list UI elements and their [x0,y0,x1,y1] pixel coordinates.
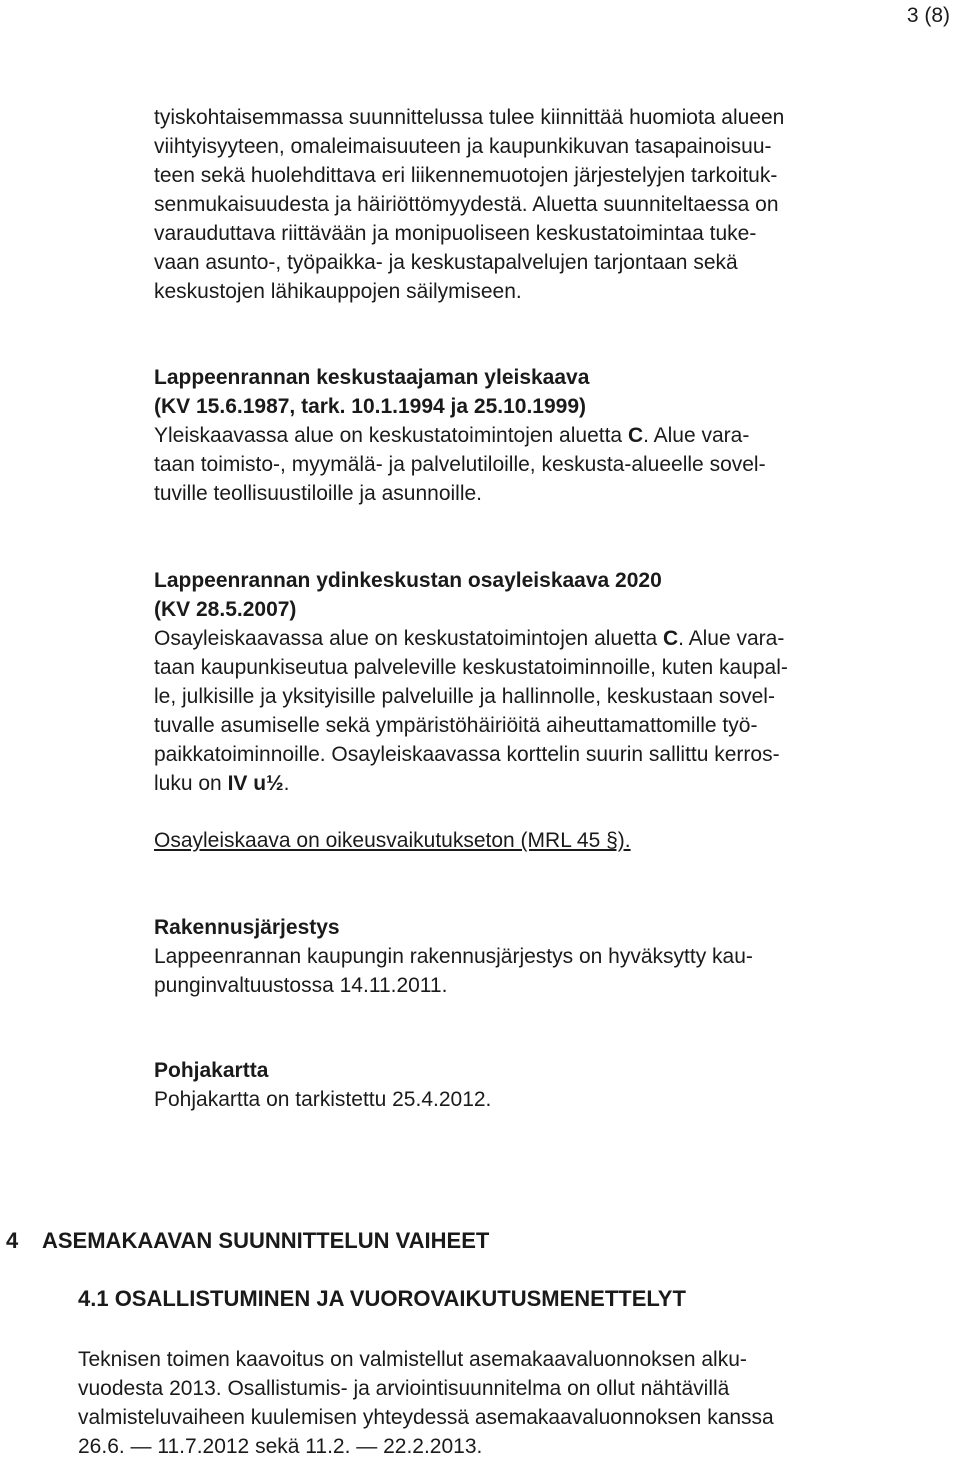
text-line: punginvaltuustossa 14.11.2011. [154,974,448,997]
text-line: taan kaupunkiseutua palveleville keskustatoiminnoille, kuten kaupal- [154,656,788,679]
text-fragment: Yleiskaavassa alue on keskustatoimintojen aluetta [154,424,628,447]
section-number: 4 [6,1228,19,1253]
text-line: vuodesta 2013. Osallistumis- ja arviointisuunnitelma on ollut nähtävillä [78,1377,730,1400]
floor-count-value: IV u½ [227,772,284,795]
text-fragment: . Alue vara- [678,627,785,650]
section41-paragraph [78,1345,938,1461]
text-line: valmisteluvaiheen kuulemisen yhteydessä asemakaavaluonnoksen kanssa [78,1406,774,1429]
text-line: le, julkisille ja yksityisille palveluille ja hallinnolle, keskustaan sovel- [154,685,775,708]
text-line: senmukaisuudesta ja häiriöttömyydestä. Aluetta suunniteltaessa on [154,193,779,216]
text-line [154,421,914,450]
section-heading [6,1228,489,1254]
text-fragment: . Alue vara- [643,424,750,447]
text-line: varauduttava riittävään ja monipuoliseen keskustatoimintaa tuke- [154,222,757,245]
text-line: tuville teollisuustiloille ja asunnoille. [154,482,483,505]
text-line: 26.6. — 11.7.2012 sekä 11.2. — 22.2.2013. [78,1435,483,1458]
section-subtitle: (KV 15.6.1987, tark. 10.1.1994 ja 25.10.1999) [154,395,586,418]
section-title: Lappeenrannan keskustaajaman yleiskaava [154,366,590,389]
text-line: tuvalle asumiselle sekä ympäristöhäiriöitä aiheuttamattomille työ- [154,714,758,737]
text-line [154,769,914,798]
text-line: viihtyisyyteen, omaleimaisuuteen ja kaupunkikuvan tasapainoisuu- [154,135,772,158]
zone-code: C [627,424,644,447]
legal-note-text: Osayleiskaava on oikeusvaikutukseton (MRL 45 §). [154,829,631,852]
text-fragment: luku on [154,772,228,795]
text-line: vaan asunto-, työpaikka- ja keskustapalvelujen tarjontaan sekä [154,251,738,274]
rakennusjarjestys-section [154,913,914,1000]
text-fragment: Osayleiskaavassa alue on keskustatoimintojen aluetta [154,627,663,650]
subsection-heading: 4.1 OSALLISTUMINEN JA VUOROVAIKUTUSMENETTELYT [78,1286,686,1311]
text-line: keskustojen lähikauppojen säilymiseen. [154,280,522,303]
text-line: Teknisen toimen kaavoitus on valmistellut asemakaavaluonnoksen alku- [78,1348,747,1371]
text-line: paikkatoiminnoille. Osayleiskaavassa korttelin suurin sallittu kerros- [154,743,780,766]
text-line: tyiskohtaisemmassa suunnittelussa tulee kiinnittää huomiota alueen [154,106,785,129]
section-title: Pohjakartta [154,1059,269,1082]
text-fragment: . [283,772,290,795]
text-line: teen sekä huolehdittava eri liikennemuotojen järjestelyjen tarkoituk- [154,164,778,187]
section-heading-text: ASEMAKAAVAN SUUNNITTELUN VAIHEET [42,1228,490,1253]
osayleiskaava-section [154,566,914,798]
zone-code: C [662,627,679,650]
text-line: Pohjakartta on tarkistettu 25.4.2012. [154,1088,492,1111]
text-line: taan toimisto-, myymälä- ja palvelutiloille, keskusta-alueelle sovel- [154,453,766,476]
section-title: Rakennusjärjestys [154,916,340,939]
section-subtitle: (KV 28.5.2007) [154,598,297,621]
page-number: 3 (8) [906,4,950,27]
section-title: Lappeenrannan ydinkeskustan osayleiskaava 2020 [154,569,662,592]
text-line [154,624,914,653]
legal-note [154,826,914,855]
pohjakartta-section [154,1056,914,1114]
intro-paragraph [154,103,914,306]
text-line: Lappeenrannan kaupungin rakennusjärjestys on hyväksytty kau- [154,945,753,968]
yleiskaava-section [154,363,914,508]
